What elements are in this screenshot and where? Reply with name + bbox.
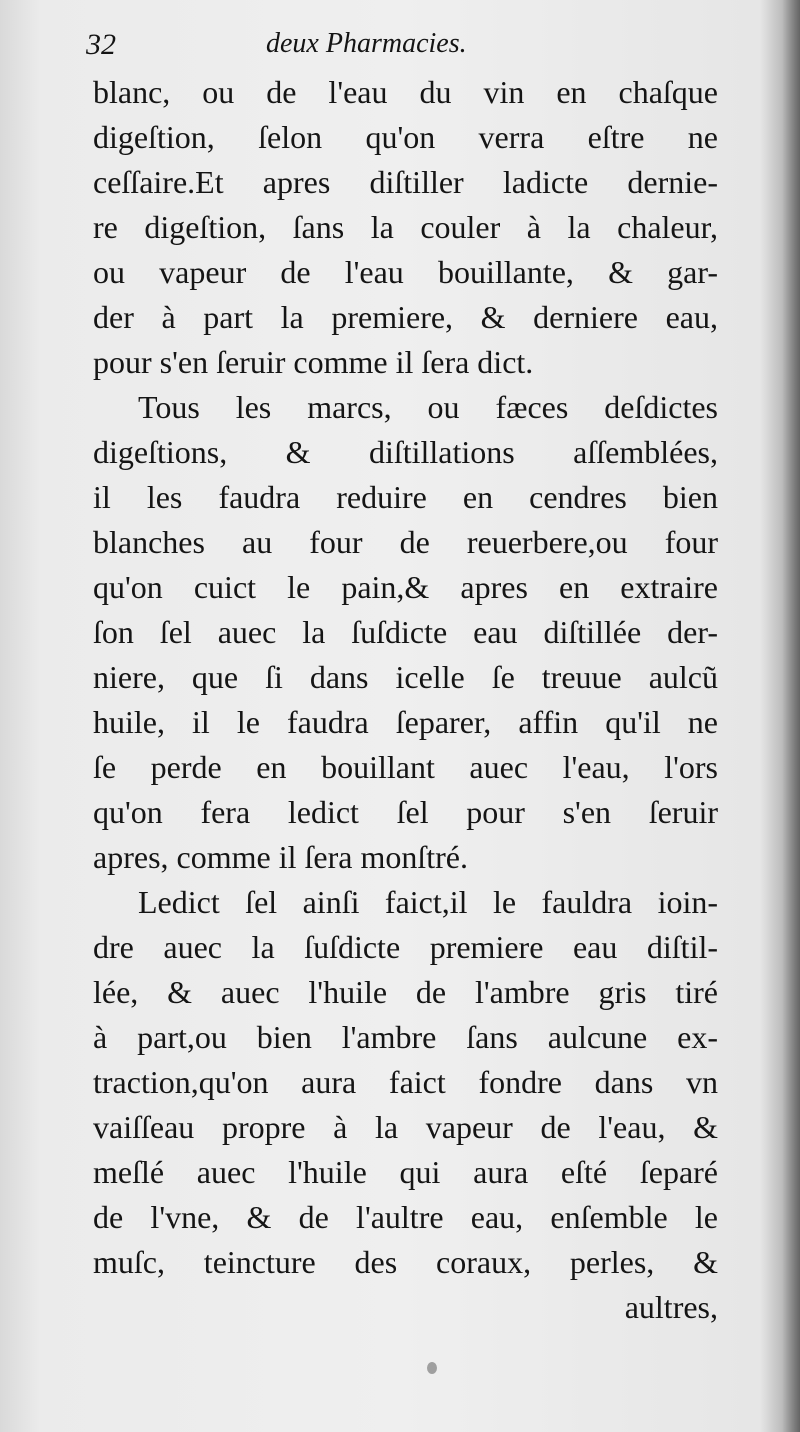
text-line: digeſtions, & diſtillations aſſemblées, — [93, 434, 718, 470]
text-line: apres, comme il ſera monſtré. — [93, 839, 468, 875]
catchword: aultres, — [624, 1289, 718, 1325]
text-line: traction,qu'on aura faict fondre dans vn — [93, 1064, 718, 1100]
page-gutter-shadow — [782, 0, 800, 1432]
ink-smudge — [427, 1362, 437, 1374]
page-number: 32 — [86, 28, 116, 61]
text-line: der à part la premiere, & derniere eau, — [93, 299, 718, 335]
text-line: qu'on fera ledict ſel pour s'en ſeruir — [93, 794, 718, 830]
text-line: re digeſtion, ſans la couler à la chaleur, — [93, 209, 718, 245]
text-line: qu'on cuict le pain,& apres en extraire — [93, 569, 718, 605]
text-line: niere, que ſi dans icelle ſe treuue aulcũ — [93, 659, 718, 695]
text-line: lée, & auec l'huile de l'ambre gris tiré — [93, 974, 718, 1010]
text-line: ceſſaire.Et apres diſtiller ladicte dernie- — [93, 164, 718, 200]
text-line: il les faudra reduire en cendres bien — [93, 479, 718, 515]
text-line: huile, il le faudra ſeparer, affin qu'il ne — [93, 704, 718, 740]
text-line: blanches au four de reuerbere,ou four — [93, 524, 718, 560]
text-line: meſlé auec l'huile qui aura eſté ſeparé — [93, 1154, 718, 1190]
text-line: ou vapeur de l'eau bouillante, & gar- — [93, 254, 718, 290]
text-line: muſc, teincture des coraux, perles, & — [93, 1244, 718, 1280]
text-line: ſe perde en bouillant auec l'eau, l'ors — [93, 749, 718, 785]
text-line: vaiſſeau propre à la vapeur de l'eau, & — [93, 1109, 718, 1145]
text-line: de l'vne, & de l'aultre eau, enſemble le — [93, 1199, 718, 1235]
paragraph-start-line: Tous les marcs, ou fæces deſdictes — [138, 389, 718, 425]
text-line: blanc, ou de l'eau du vin en chaſque — [93, 74, 718, 110]
text-line: digeſtion, ſelon qu'on verra eſtre ne — [93, 119, 718, 155]
text-line: dre auec la ſuſdicte premiere eau diſtil- — [93, 929, 718, 965]
running-title: deux Pharmacies. — [266, 28, 467, 59]
text-line: ſon ſel auec la ſuſdicte eau diſtillée der- — [93, 614, 718, 650]
body-text — [93, 70, 718, 1330]
text-line: à part,ou bien l'ambre ſans aulcune ex- — [93, 1019, 718, 1055]
text-line: pour s'en ſeruir comme il ſera dict. — [93, 344, 534, 380]
paragraph-start-line: Ledict ſel ainſi faict,il le fauldra ioin- — [138, 884, 718, 920]
page-header — [86, 22, 726, 62]
